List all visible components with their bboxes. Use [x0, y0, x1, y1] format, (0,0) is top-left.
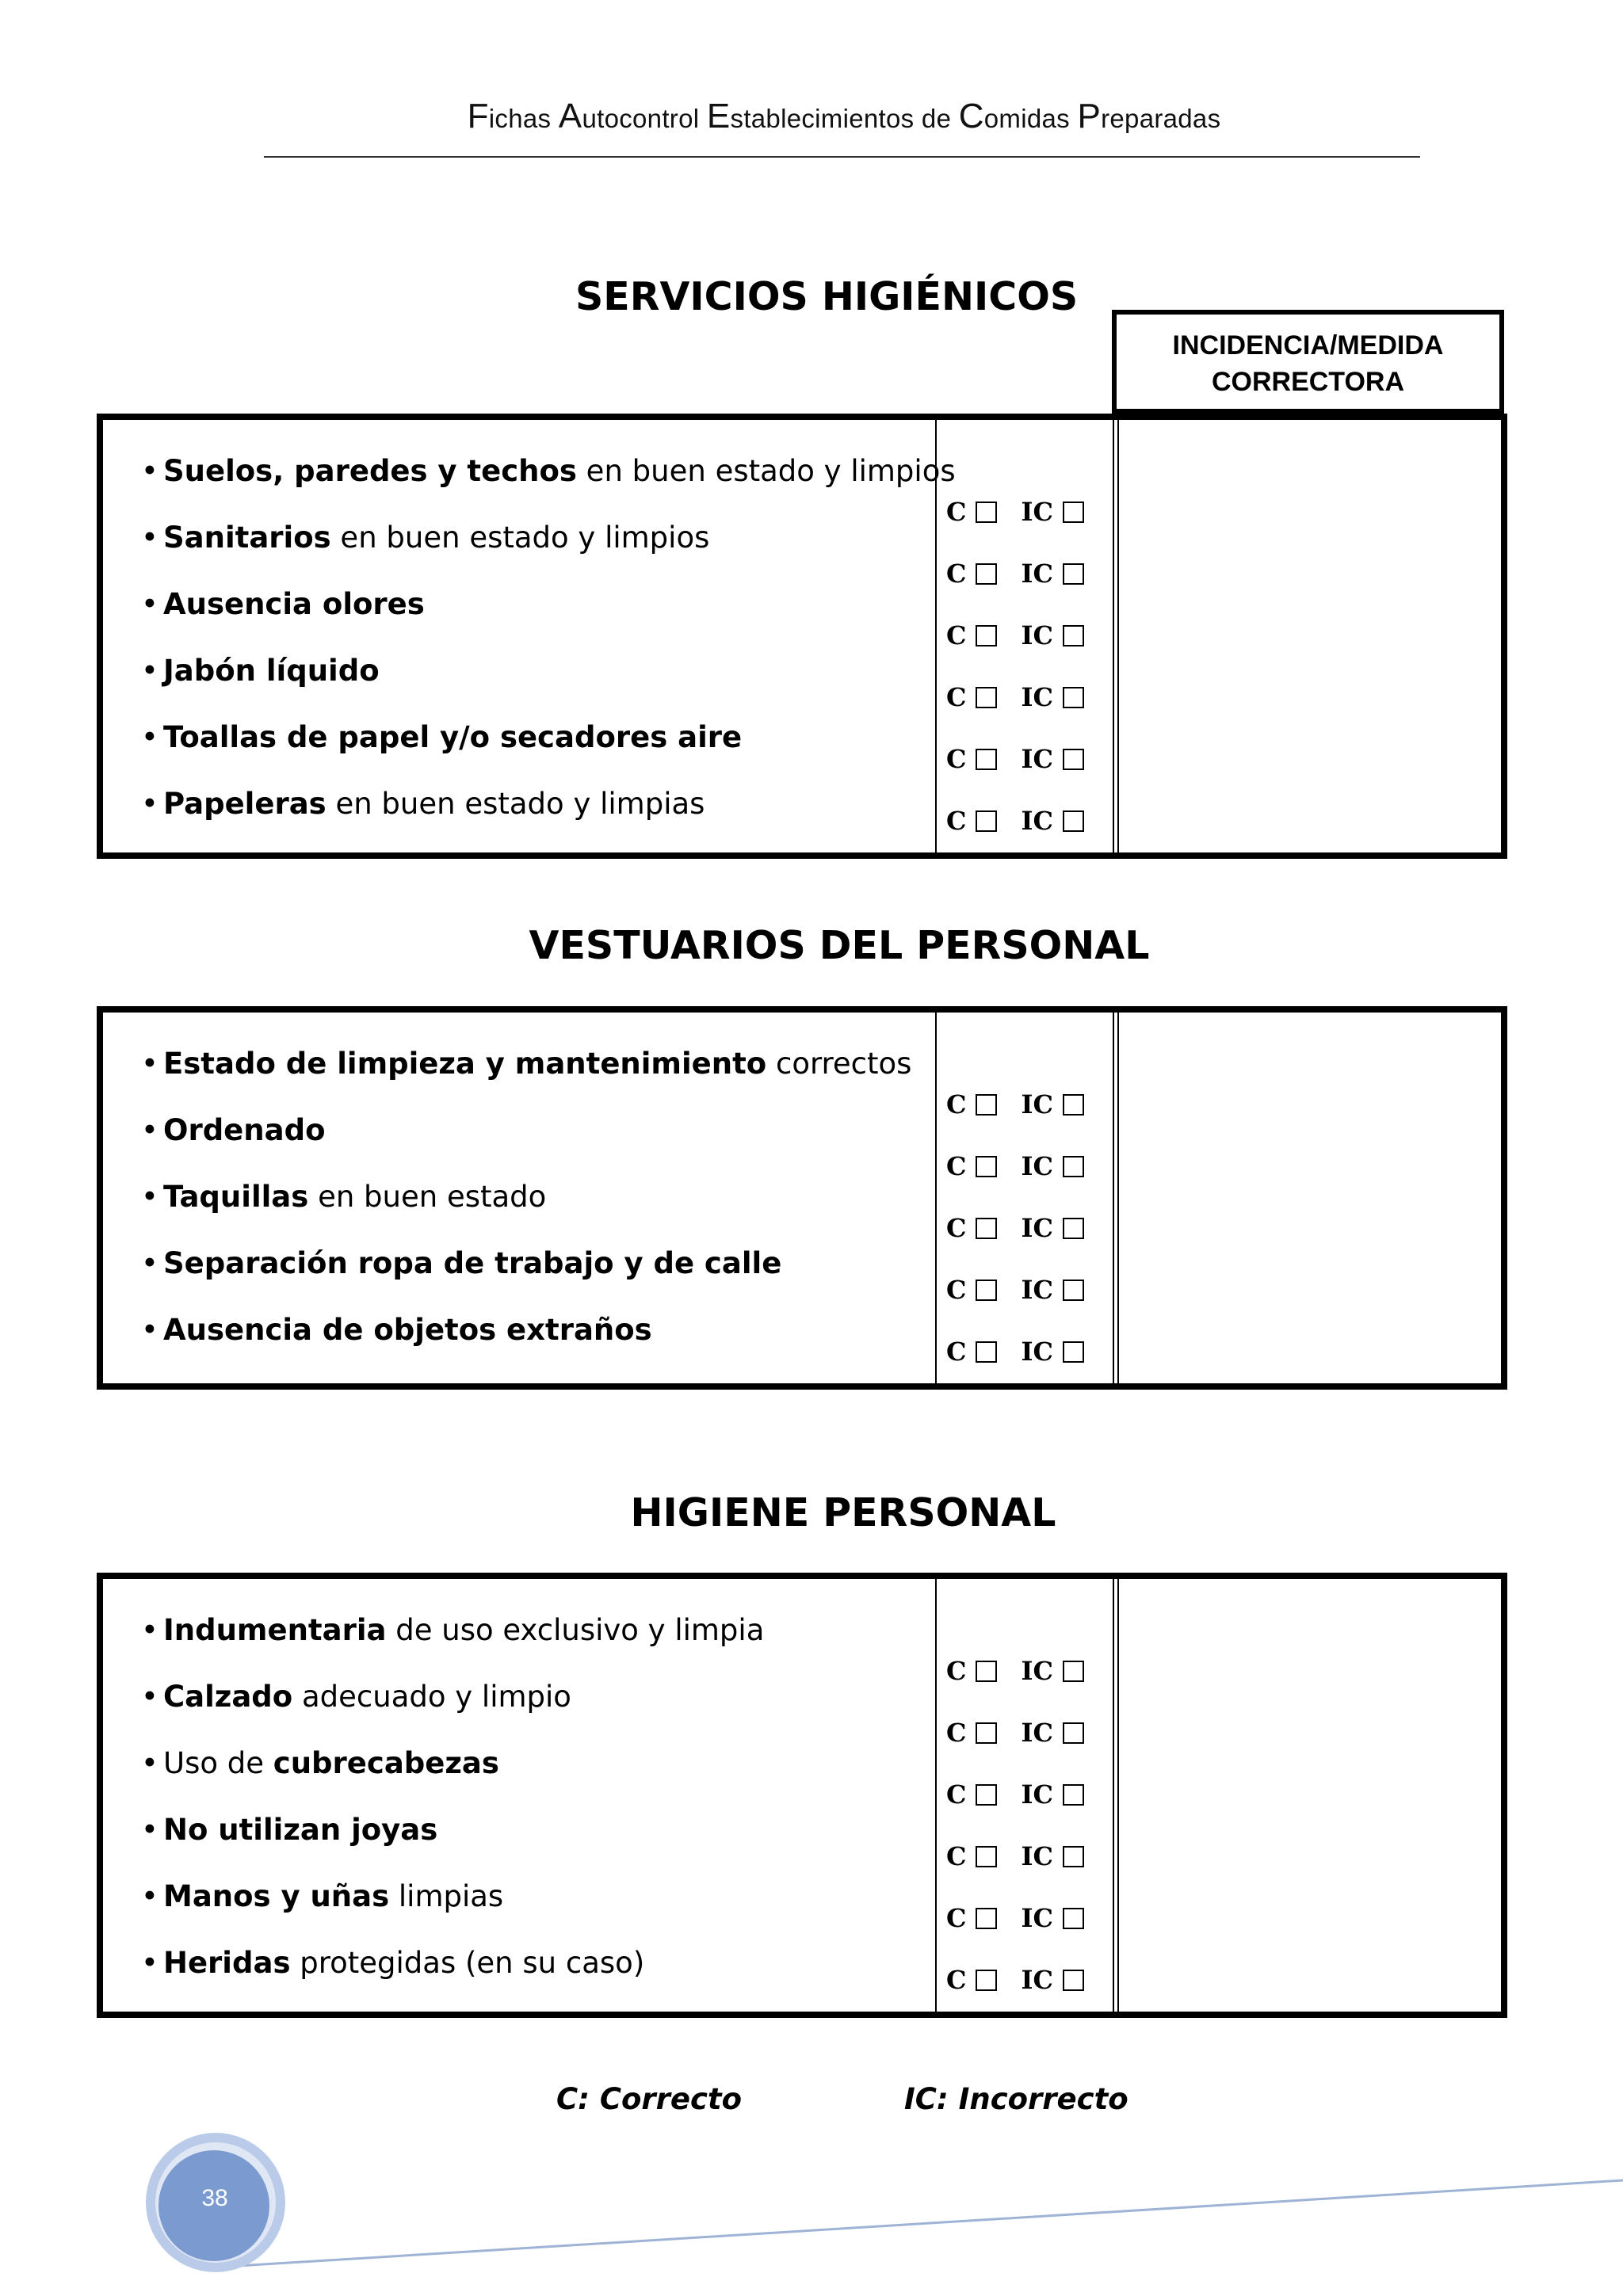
check-row: C IC [946, 1074, 1084, 1135]
incorrect-checkbox[interactable] [1063, 1341, 1084, 1363]
correct-checkbox[interactable] [976, 625, 997, 646]
list-item: • Calzado adecuado y limpio [141, 1680, 571, 1714]
list-item: • Ausencia olores [141, 587, 425, 621]
incorrect-checkbox[interactable] [1063, 1661, 1084, 1682]
check-row: C IC [946, 1702, 1084, 1764]
incorrect-checkbox[interactable] [1063, 1784, 1084, 1806]
list-item: • Separación ropa de trabajo y de calle [141, 1246, 782, 1280]
incorrect-checkbox[interactable] [1063, 1908, 1084, 1929]
header-part: Preparadas [1077, 97, 1221, 135]
check-row: C IC [946, 1764, 1084, 1825]
list-item: • Sanitarios en buen estado y limpios [141, 521, 710, 555]
item-list [141, 1044, 911, 1377]
incidence-header-line1: INCIDENCIA/MEDIDA [1172, 330, 1444, 360]
check-row: C IC [946, 1825, 1084, 1887]
list-item: • Toallas de papel y/o secadores aire [141, 720, 743, 754]
incidence-header-box [1112, 310, 1504, 414]
check-row: C IC [946, 666, 1084, 728]
item-list [141, 452, 956, 851]
incorrect-checkbox[interactable] [1063, 1970, 1084, 1991]
page-number: 38 [201, 2185, 228, 2211]
column-divider [935, 1579, 937, 2012]
check-row: C IC [946, 605, 1084, 666]
correct-checkbox[interactable] [976, 810, 997, 832]
correct-checkbox[interactable] [976, 1784, 997, 1806]
list-item: • Manos y uñas limpias [141, 1879, 504, 1913]
correct-checkbox[interactable] [976, 687, 997, 708]
incorrect-checkbox[interactable] [1063, 563, 1084, 585]
checklist-table-vestuarios [97, 1006, 1507, 1390]
incorrect-checkbox[interactable] [1063, 810, 1084, 832]
check-row: C IC [946, 1887, 1084, 1949]
list-item: • Estado de limpieza y mantenimiento correctos [141, 1047, 912, 1081]
correct-checkbox[interactable] [976, 1970, 997, 1991]
list-item: • Suelos, paredes y techos en buen estado y limpios [141, 454, 956, 488]
list-item: • Indumentaria de uso exclusivo y limpia [141, 1613, 765, 1647]
section-title-vestuarios: VESTUARIOS DEL PERSONAL [529, 923, 1150, 968]
item-list [141, 1611, 764, 2010]
incorrect-checkbox[interactable] [1063, 625, 1084, 646]
list-item: • Ordenado [141, 1113, 326, 1147]
correct-checkbox[interactable] [976, 1156, 997, 1177]
correct-checkbox[interactable] [976, 749, 997, 770]
column-divider [1117, 1013, 1119, 1383]
incorrect-checkbox[interactable] [1063, 687, 1084, 708]
incorrect-checkbox[interactable] [1063, 1156, 1084, 1177]
column-divider [1113, 1579, 1114, 2012]
column-divider [1113, 420, 1114, 852]
correct-checkbox[interactable] [976, 563, 997, 585]
list-item: • Uso de cubrecabezas [141, 1746, 499, 1780]
document-header [265, 97, 1423, 136]
correct-checkbox[interactable] [976, 502, 997, 523]
check-row: C IC [946, 728, 1084, 790]
check-row: C IC [946, 790, 1084, 852]
header-part: Autocontrol [558, 97, 707, 135]
check-row: C IC [946, 481, 1084, 543]
check-column [946, 1640, 1084, 2011]
footer-decoration [0, 2107, 1623, 2296]
list-item: • No utilizan joyas [141, 1813, 438, 1847]
correct-checkbox[interactable] [976, 1094, 997, 1116]
check-column [946, 481, 1084, 852]
incorrect-checkbox[interactable] [1063, 1280, 1084, 1301]
incorrect-checkbox[interactable] [1063, 1722, 1084, 1744]
correct-checkbox[interactable] [976, 1846, 997, 1867]
header-part: Fichas [467, 97, 559, 135]
list-item: • Papeleras en buen estado y limpias [141, 787, 705, 821]
list-item: • Heridas protegidas (en su caso) [141, 1946, 645, 1980]
incorrect-checkbox[interactable] [1063, 502, 1084, 523]
check-column [946, 1074, 1084, 1383]
incidence-header-line2: CORRECTORA [1211, 367, 1405, 397]
check-row: C IC [946, 1949, 1084, 2011]
list-item: • Ausencia de objetos extraños [141, 1313, 652, 1347]
column-divider [935, 1013, 937, 1383]
column-divider [1113, 1013, 1114, 1383]
incorrect-checkbox[interactable] [1063, 749, 1084, 770]
list-item: • Jabón líquido [141, 654, 380, 688]
footer-rule [238, 2180, 1623, 2266]
check-row: C IC [946, 1197, 1084, 1259]
list-item: • Taquillas en buen estado [141, 1180, 547, 1214]
incorrect-checkbox[interactable] [1063, 1846, 1084, 1867]
checklist-table-servicios [97, 414, 1507, 859]
check-row: C IC [946, 1640, 1084, 1702]
check-row: C IC [946, 1321, 1084, 1383]
check-row: C IC [946, 1259, 1084, 1321]
header-part: Comidas [958, 97, 1078, 135]
legend-correct: C: Correcto [556, 2082, 743, 2116]
correct-checkbox[interactable] [976, 1661, 997, 1682]
legend-incorrect: IC: Incorrecto [904, 2082, 1128, 2116]
section-title-servicios: SERVICIOS HIGIÉNICOS [575, 274, 1079, 319]
incorrect-checkbox[interactable] [1063, 1094, 1084, 1116]
header-part: Establecimientos de [706, 97, 959, 135]
correct-checkbox[interactable] [976, 1218, 997, 1239]
check-row: C IC [946, 543, 1084, 605]
check-row: C IC [946, 1135, 1084, 1197]
correct-checkbox[interactable] [976, 1280, 997, 1301]
incorrect-checkbox[interactable] [1063, 1218, 1084, 1239]
header-rule [264, 156, 1420, 158]
column-divider [1117, 420, 1119, 852]
column-divider [1117, 1579, 1119, 2012]
checklist-table-higiene [97, 1573, 1507, 2018]
correct-checkbox[interactable] [976, 1908, 997, 1929]
correct-checkbox[interactable] [976, 1341, 997, 1363]
section-title-higiene: HIGIENE PERSONAL [630, 1490, 1056, 1535]
correct-checkbox[interactable] [976, 1722, 997, 1744]
